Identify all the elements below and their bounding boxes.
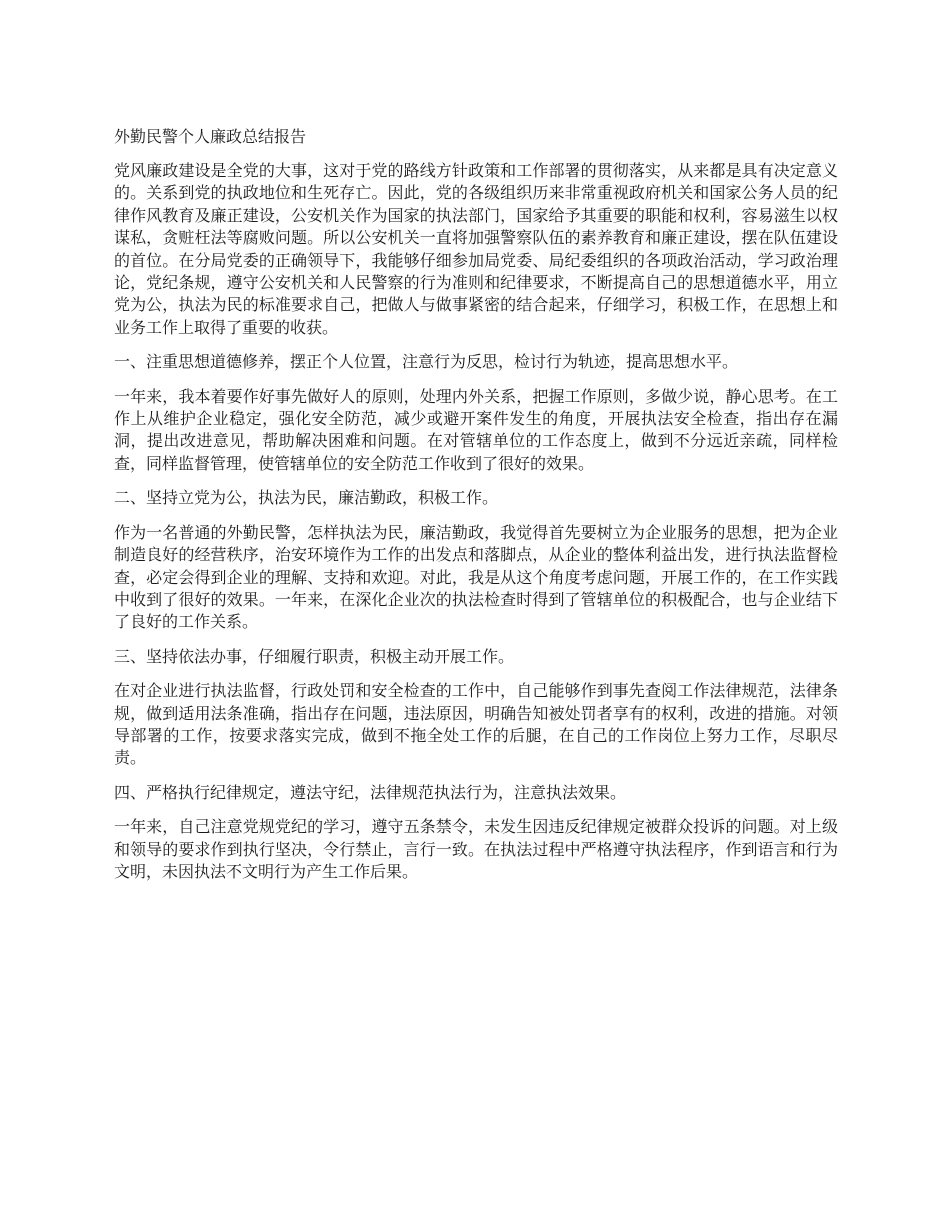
section-heading-3: 三、坚持依法办事，仔细履行职责，积极主动开展工作。 xyxy=(114,646,515,666)
intro-paragraph: 党风廉政建设是全党的大事，这对于党的路线方针政策和工作部署的贯彻落实，从来都是具有决定意义的。关系到党的执政地位和生死存亡。因此，党的各级组织历来非常重视政府机关和国家公务人员的纪律作风教育及廉正建设，公安机关作为国家的执法部门，国家给予其重要的职能和权利，容易滋生以权谋私，贪赃枉法等腐败问题。所以公安机关一直将加强警察队伍的素养教育和廉正建设，摆在队伍建设的首位。在分局党委的正确领导下，我能够仔细参加局党委、局纪委组织的各项政治活动，学习政治理论，党纪条规，遵守公安机关和人民警察的行为准则和纪律要求，不断提高自己的思想道德水平，用立党为公，执法为民的标准要求自己，把做人与做事紧密的结合起来，仔细学习，积极工作，在思想上和业务工作上取得了重要的收获。 xyxy=(114,161,838,337)
section-heading-4: 四、严格执行纪律规定，遵法守纪，法律规范执法行为，注意执法效果。 xyxy=(114,782,627,802)
section-heading-2: 二、坚持立党为公，执法为民，廉洁勤政，积极工作。 xyxy=(114,488,499,508)
document-title: 外勤民警个人廉政总结报告 xyxy=(114,127,307,146)
section-paragraph-3: 在对企业进行执法监督，行政处罚和安全检查的工作中，自己能够作到事先查阅工作法律规范，法律条规，做到适用法条准确，指出存在问题，违法原因，明确告知被处罚者享有的权利，改进的措施。对领导部署的工作，按要求落实完成，做到不拖全处工作的后腿，在自己的工作岗位上努力工作，尽职尽责。 xyxy=(114,681,838,768)
document-page xyxy=(114,126,838,895)
section-paragraph-4: 一年来，自己注意党规党纪的学习，遵守五条禁令，未发生因违反纪律规定被群众投诉的问题。对上级和领导的要求作到执行坚决，令行禁止，言行一致。在执法过程中严格遵守执法程序，作到语言和行为文明，未因执法不文明行为产生工作后果。 xyxy=(114,817,838,881)
section-paragraph-2: 作为一名普通的外勤民警，怎样执法为民，廉洁勤政，我觉得首先要树立为企业服务的思想，把为企业制造良好的经营秩序，治安环境作为工作的出发点和落脚点，从企业的整体利益出发，进行执法监督检查，必定会得到企业的理解、支持和欢迎。对此，我是从这个角度考虑问题，开展工作的，在工作实践中收到了很好的效果。一年来，在深化企业次的执法检查时得到了管辖单位的积极配合，也与企业结下了良好的工作关系。 xyxy=(114,522,838,632)
section-heading-1: 一、注重思想道德修养，摆正个人位置，注意行为反思，检讨行为轨迹，提高思想水平。 xyxy=(114,352,739,372)
section-paragraph-1: 一年来，我本着要作好事先做好人的原则，处理内外关系，把握工作原则，多做少说，静心思考。在工作上从维护企业稳定，强化安全防范，减少或避开案件发生的角度，开展执法安全检查，指出存在漏洞，提出改进意见，帮助解决困难和问题。在对管辖单位的工作态度上，做到不分远近亲疏，同样检查，同样监督管理，使管辖单位的安全防范工作收到了很好的效果。 xyxy=(114,386,838,473)
